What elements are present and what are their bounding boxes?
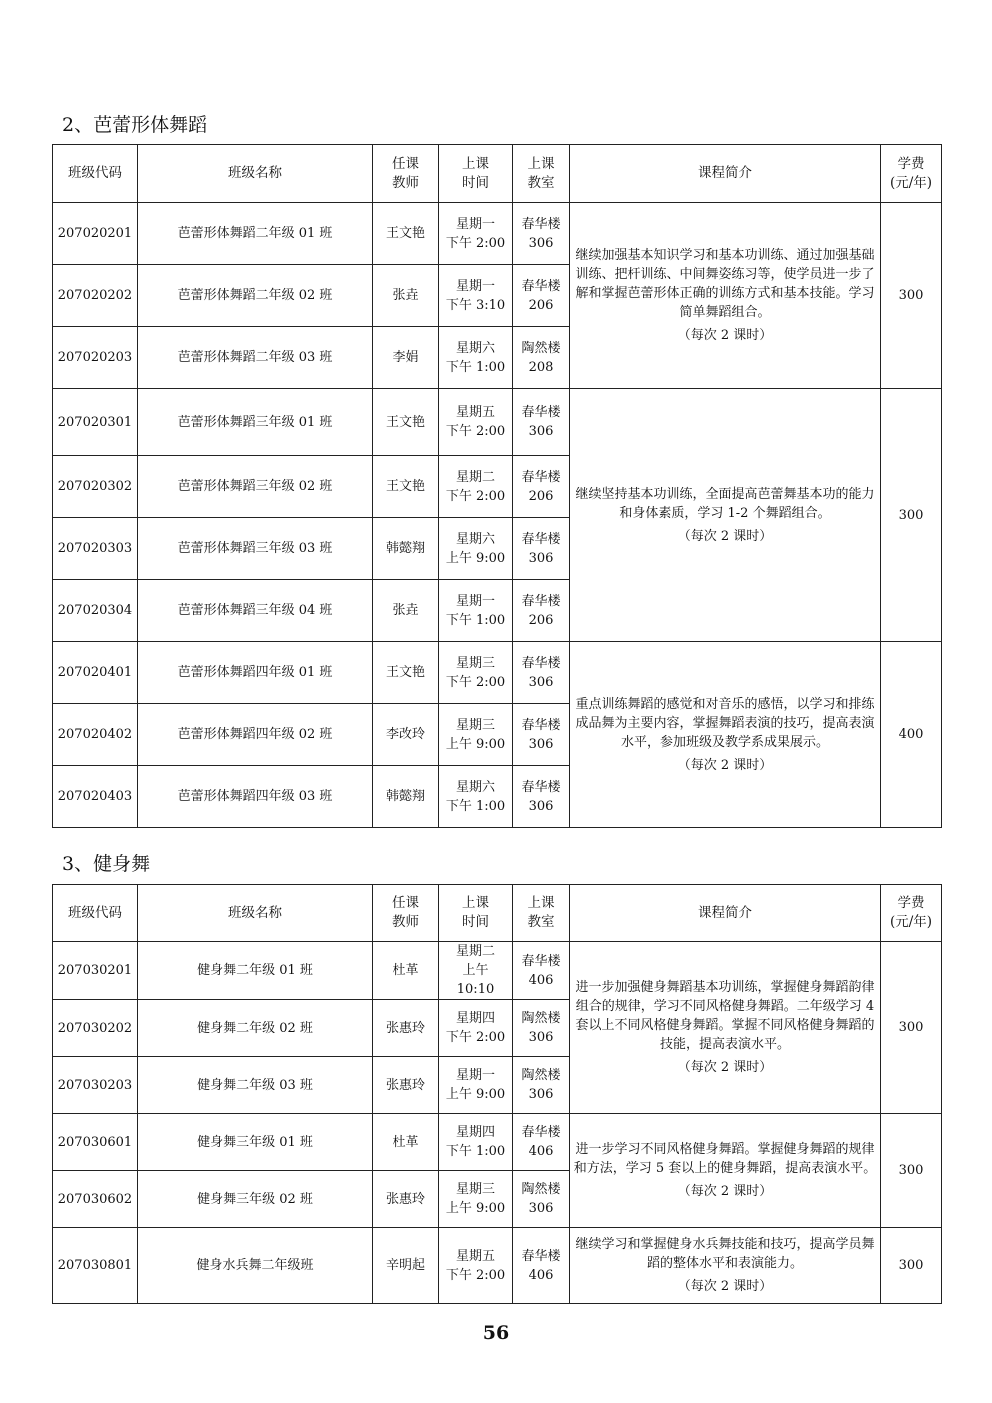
class-room: [513, 1114, 570, 1171]
class-room: [513, 1171, 570, 1228]
class-code: 207020303: [53, 518, 138, 580]
room-number: 206: [528, 612, 554, 628]
class-time: [439, 942, 513, 1000]
class-hour: 上午 9:00: [445, 550, 506, 566]
class-time: [439, 265, 513, 327]
teacher-name: 王文艳: [373, 456, 439, 518]
header-fee-line2: (元/年): [889, 914, 933, 930]
building-name: 春华楼: [521, 1125, 561, 1140]
teacher-name: 王文艳: [373, 203, 439, 265]
class-time: [439, 642, 513, 704]
building-name: 春华楼: [521, 655, 561, 671]
room-number: 406: [528, 1144, 554, 1159]
page-number: 56: [482, 1322, 510, 1344]
description-text: 继续学习和掌握健身水兵舞技能和技巧，提高学员舞蹈的整体水平和表演能力。: [575, 1237, 875, 1271]
table-row: [53, 203, 942, 265]
class-hour: 下午 2:00: [445, 674, 506, 690]
class-hour: 下午 1:00: [445, 798, 506, 814]
room-number: 306: [528, 798, 554, 814]
class-day: 星期五: [455, 405, 495, 420]
course-description: [570, 642, 881, 828]
class-name: 芭蕾形体舞蹈四年级 03 班: [138, 766, 373, 828]
class-room: [513, 456, 570, 518]
lesson-hours: （每次 2 课时）: [677, 757, 773, 773]
building-name: 春华楼: [521, 779, 561, 795]
course-description: [570, 1114, 881, 1228]
building-name: 陶然楼: [521, 1182, 561, 1197]
header-time-line1: 上课: [462, 155, 489, 172]
header-teacher-line2: 教师: [392, 914, 419, 930]
lesson-hours: （每次 2 课时）: [677, 1060, 773, 1075]
tuition-fee: 300: [881, 1114, 942, 1228]
class-day: 星期三: [455, 655, 495, 671]
class-room: [513, 327, 570, 389]
teacher-name: 韩懿翔: [373, 766, 439, 828]
section-title-ballet: 2、芭蕾形体舞蹈: [62, 114, 208, 136]
room-number: 306: [528, 424, 554, 439]
teacher-name: 张惠玲: [373, 1171, 439, 1228]
header-time-line1: 上课: [462, 895, 489, 911]
teacher-name: 李娟: [373, 327, 439, 389]
class-name: 健身舞二年级 03 班: [138, 1057, 373, 1114]
header-desc: 课程简介: [570, 885, 881, 942]
class-hour: 下午 2:00: [445, 488, 506, 504]
building-name: 春华楼: [521, 531, 561, 547]
class-time: [439, 203, 513, 265]
teacher-name: 辛明起: [373, 1228, 439, 1304]
course-description: [570, 389, 881, 642]
class-name: 芭蕾形体舞蹈三年级 04 班: [138, 580, 373, 642]
table-header-row: [53, 145, 942, 203]
building-name: 春华楼: [521, 953, 561, 969]
header-time: [439, 885, 513, 942]
class-code: 207020403: [53, 766, 138, 828]
class-time: [439, 389, 513, 456]
building-name: 春华楼: [521, 278, 561, 294]
header-fee-line1: 学费: [897, 155, 925, 172]
description-text: 进一步学习不同风格健身舞蹈。掌握健身舞蹈的规律和方法，学习 5 套以上的健身舞蹈，提高表演水平。: [573, 1142, 877, 1176]
class-day: 星期三: [455, 1182, 495, 1197]
class-code: 207020201: [53, 203, 138, 265]
class-name: 健身舞三年级 02 班: [138, 1171, 373, 1228]
class-hour: 下午 1:00: [445, 359, 506, 375]
header-time-line2: 时间: [462, 914, 489, 930]
class-code: 207030201: [53, 942, 138, 1000]
class-room: [513, 1000, 570, 1057]
class-room: [513, 1228, 570, 1304]
class-day: 星期一: [455, 1068, 495, 1083]
class-code: 207030203: [53, 1057, 138, 1114]
room-number: 306: [528, 1030, 554, 1045]
header-code: 班级代码: [53, 885, 138, 942]
header-name: 班级名称: [138, 145, 373, 203]
class-name: 芭蕾形体舞蹈三年级 02 班: [138, 456, 373, 518]
room-number: 206: [528, 488, 554, 504]
class-room: [513, 518, 570, 580]
header-room-line1: 上课: [527, 155, 555, 172]
table-header-row: [53, 885, 942, 942]
teacher-name: 王文艳: [373, 642, 439, 704]
class-name: 健身舞二年级 02 班: [138, 1000, 373, 1057]
class-code: 207020402: [53, 704, 138, 766]
table-row: [53, 1228, 942, 1304]
tuition-fee: 300: [881, 942, 942, 1114]
class-hour: 上午 10:10: [456, 963, 495, 997]
building-name: 春华楼: [521, 405, 561, 420]
room-number: 306: [528, 1087, 554, 1102]
class-name: 芭蕾形体舞蹈四年级 01 班: [138, 642, 373, 704]
class-day: 星期二: [455, 944, 495, 959]
class-time: [439, 1057, 513, 1114]
room-number: 306: [528, 674, 554, 690]
class-day: 星期五: [455, 1248, 495, 1264]
class-time: [439, 456, 513, 518]
class-name: 芭蕾形体舞蹈二年级 03 班: [138, 327, 373, 389]
table-row: [53, 942, 942, 1000]
class-room: [513, 766, 570, 828]
table-row: [53, 1114, 942, 1171]
header-time-line2: 时间: [462, 174, 489, 191]
class-day: 星期一: [455, 216, 495, 232]
lesson-hours: （每次 2 课时）: [677, 328, 773, 343]
class-time: [439, 1000, 513, 1057]
ballet-course-table: [52, 144, 942, 828]
class-code: 207020401: [53, 642, 138, 704]
class-name: 芭蕾形体舞蹈四年级 02 班: [138, 704, 373, 766]
class-hour: 上午 9:00: [445, 1201, 506, 1216]
class-day: 星期四: [455, 1011, 495, 1026]
building-name: 春华楼: [521, 216, 561, 232]
header-room: [513, 885, 570, 942]
header-room-line2: 教室: [527, 174, 555, 191]
header-teacher: [373, 885, 439, 942]
class-code: 207030202: [53, 1000, 138, 1057]
description-text: 重点训练舞蹈的感觉和对音乐的感悟，以学习和排练成品舞为主要内容，掌握舞蹈表演的技巧，提高表演水平，参加班级及教学系成果展示。: [575, 696, 875, 750]
class-day: 星期六: [455, 340, 495, 356]
class-hour: 下午 2:00: [445, 1030, 506, 1045]
header-teacher-line1: 任课: [392, 895, 419, 911]
section-title-fitness: 3、健身舞: [62, 853, 151, 875]
lesson-hours: （每次 2 课时）: [677, 1279, 773, 1294]
class-name: 芭蕾形体舞蹈二年级 02 班: [138, 265, 373, 327]
class-hour: 下午 1:00: [445, 1144, 506, 1159]
table-row: [53, 389, 942, 456]
class-room: [513, 203, 570, 265]
class-room: [513, 580, 570, 642]
table-row: [53, 642, 942, 704]
teacher-name: 杜革: [373, 1114, 439, 1171]
header-code: 班级代码: [53, 145, 138, 203]
class-day: 星期一: [455, 593, 495, 609]
header-teacher-line1: 任课: [392, 155, 419, 172]
class-hour: 下午 2:00: [445, 235, 506, 251]
class-hour: 上午 9:00: [445, 1087, 506, 1102]
teacher-name: 张惠玲: [373, 1000, 439, 1057]
room-number: 306: [528, 550, 554, 566]
class-name: 芭蕾形体舞蹈三年级 01 班: [138, 389, 373, 456]
class-code: 207020301: [53, 389, 138, 456]
building-name: 春华楼: [521, 717, 561, 733]
class-time: [439, 518, 513, 580]
tuition-fee: 300: [881, 203, 942, 389]
description-text: 继续坚持基本功训练，全面提高芭蕾舞基本功的能力和身体素质，学习 1-2 个舞蹈组合。: [575, 486, 875, 521]
class-time: [439, 1228, 513, 1304]
class-hour: 下午 1:00: [445, 612, 506, 628]
class-time: [439, 704, 513, 766]
class-room: [513, 642, 570, 704]
header-fee: [881, 885, 942, 942]
building-name: 陶然楼: [521, 1011, 561, 1026]
class-code: 207030601: [53, 1114, 138, 1171]
class-time: [439, 327, 513, 389]
class-room: [513, 389, 570, 456]
fitness-course-table: [52, 884, 942, 1304]
lesson-hours: （每次 2 课时）: [677, 1184, 773, 1199]
class-day: 星期四: [455, 1125, 495, 1140]
room-number: 206: [528, 297, 554, 313]
tuition-fee: 300: [881, 1228, 942, 1304]
building-name: 陶然楼: [521, 1068, 561, 1083]
header-fee-line2: (元/年): [889, 174, 933, 191]
tuition-fee: 300: [881, 389, 942, 642]
room-number: 406: [528, 1267, 554, 1283]
class-time: [439, 1171, 513, 1228]
room-number: 306: [528, 235, 554, 251]
class-day: 星期六: [455, 779, 495, 795]
class-hour: 下午 2:00: [445, 1267, 506, 1283]
header-teacher: [373, 145, 439, 203]
course-description: [570, 942, 881, 1114]
class-code: 207030801: [53, 1228, 138, 1304]
class-name: 芭蕾形体舞蹈二年级 01 班: [138, 203, 373, 265]
teacher-name: 李改玲: [373, 704, 439, 766]
header-teacher-line2: 教师: [392, 174, 419, 191]
class-code: 207020304: [53, 580, 138, 642]
class-room: [513, 704, 570, 766]
building-name: 春华楼: [521, 469, 561, 485]
class-day: 星期三: [455, 717, 495, 733]
class-hour: 下午 2:00: [445, 424, 506, 439]
teacher-name: 韩懿翔: [373, 518, 439, 580]
room-number: 306: [528, 736, 554, 752]
header-room-line2: 教室: [527, 914, 555, 930]
building-name: 陶然楼: [521, 340, 561, 356]
class-room: [513, 1057, 570, 1114]
teacher-name: 张垚: [373, 580, 439, 642]
header-desc: 课程简介: [570, 145, 881, 203]
class-name: 健身舞三年级 01 班: [138, 1114, 373, 1171]
room-number: 208: [528, 359, 554, 375]
class-code: 207020202: [53, 265, 138, 327]
header-name: 班级名称: [138, 885, 373, 942]
class-hour: 上午 9:00: [445, 736, 506, 752]
class-name: 芭蕾形体舞蹈三年级 03 班: [138, 518, 373, 580]
class-day: 星期六: [455, 531, 495, 547]
teacher-name: 张惠玲: [373, 1057, 439, 1114]
course-description: [570, 1228, 881, 1304]
header-time: [439, 145, 513, 203]
class-name: 健身舞二年级 01 班: [138, 942, 373, 1000]
class-time: [439, 1114, 513, 1171]
class-day: 星期二: [455, 469, 495, 485]
description-text: 继续加强基本知识学习和基本功训练、通过加强基础训练、把杆训练、中间舞姿练习等，使学员进一步了解和掌握芭蕾形体正确的训练方式和基本技能。学习简单舞蹈组合。: [575, 248, 875, 320]
class-hour: 下午 3:10: [445, 297, 506, 313]
room-number: 306: [528, 1201, 554, 1216]
class-code: 207020203: [53, 327, 138, 389]
description-text: 进一步加强健身舞蹈基本功训练，掌握健身舞蹈韵律组合的规律，学习不同风格健身舞蹈。二年级学习 4 套以上不同风格健身舞蹈。掌握不同风格健身舞蹈的技能，提高表演水平。: [575, 980, 875, 1052]
header-fee-line1: 学费: [897, 895, 925, 911]
teacher-name: 杜革: [373, 942, 439, 1000]
class-code: 207020302: [53, 456, 138, 518]
header-room: [513, 145, 570, 203]
building-name: 春华楼: [521, 1248, 561, 1264]
class-code: 207030602: [53, 1171, 138, 1228]
lesson-hours: （每次 2 课时）: [677, 528, 773, 544]
header-room-line1: 上课: [527, 895, 555, 911]
class-room: [513, 942, 570, 1000]
course-description: [570, 203, 881, 389]
tuition-fee: 400: [881, 642, 942, 828]
room-number: 406: [528, 972, 554, 988]
class-name: 健身水兵舞二年级班: [138, 1228, 373, 1304]
class-time: [439, 580, 513, 642]
teacher-name: 张垚: [373, 265, 439, 327]
class-room: [513, 265, 570, 327]
building-name: 春华楼: [521, 593, 561, 609]
class-day: 星期一: [455, 278, 495, 294]
teacher-name: 王文艳: [373, 389, 439, 456]
class-time: [439, 766, 513, 828]
header-fee: [881, 145, 942, 203]
